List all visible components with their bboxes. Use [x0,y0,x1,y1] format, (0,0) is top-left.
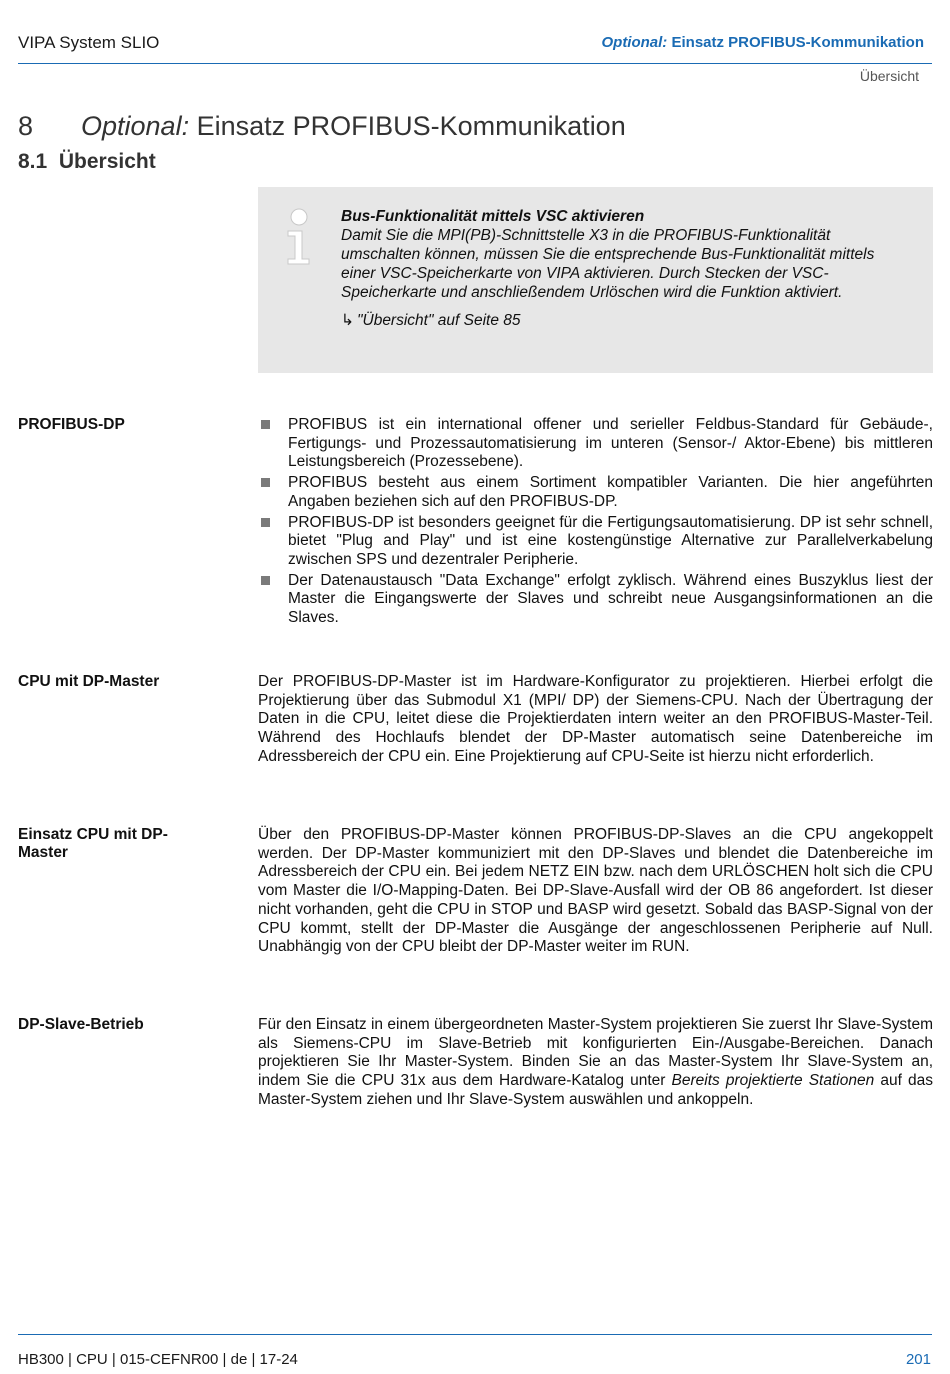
dp-slave-text [258,1016,933,1110]
label-dp-slave: DP-Slave-Betrieb [18,1016,144,1033]
info-icon [284,207,314,267]
footer-doc-info: HB300 | CPU | 015-CEFNR00 | de | 17-24 [18,1351,298,1368]
list-item-text: PROFIBUS-DP ist besonders geeignet für die Fertigungsautomatisierung. DP ist sehr schnell, bietet "Plug and Play" und ist eine kostengünstige Alternative zur Parallelverkabelung zwischen SPS und dezentraler Peripherie. [288,513,933,568]
header-section-rest: Einsatz PROFIBUS-Kommunikation [667,34,924,51]
chapter-title-rest: Einsatz PROFIBUS-Kommunikation [189,111,626,141]
list-item-text: PROFIBUS besteht aus einem Sortiment kompatibler Varianten. Die hier angeführten Angaben beziehen sich auf den PROFIBUS-DP. [288,474,933,510]
section-title: 8.1 Übersicht [18,150,156,173]
list-item [258,474,933,511]
list-item-text: PROFIBUS ist ein international offener und serieller Feldbus-Standard für Gebäude-, Fertigungs- und Prozessautomatisierung im unteren (Sensor-/ Aktor-Ebene) bis mittleren Leistungsbereich (Prozessebene). [288,416,933,471]
dp-slave-text-italic: Bereits projektierte Stationen [671,1072,875,1090]
header-product: VIPA System SLIO [18,33,160,52]
bullet-square-icon [261,518,270,527]
info-note-link-text[interactable]: "Übersicht" auf Seite 85 [357,312,521,329]
list-item-text: Der Datenaustausch "Data Exchange" erfolgt zyklisch. Während eines Buszyklus liest der Master die Eingangswerte der Slaves und schreibt neue Ausgangsinformationen an die Slaves. [288,571,933,627]
header-subsection: Übersicht [859,68,919,84]
list-item [258,514,933,570]
profibus-dp-list-container [258,416,933,630]
info-note-title: Bus-Funktionalität mittels VSC aktivieren [341,208,645,225]
header-section-italic: Optional: [601,34,668,51]
bullet-square-icon [261,478,270,487]
link-arrow-icon: ↳ [341,312,354,329]
bullet-square-icon [261,576,270,585]
list-item [258,572,933,628]
label-einsatz-cpu: Einsatz CPU mit DP-Master [18,826,168,861]
bullet-square-icon [261,420,270,429]
header-section [601,34,924,51]
dp-slave-text-before: Für den Einsatz in einem übergeordneten Master-System projektieren Sie zuerst Ihr Slave-System als Siemens-CPU im Slave-Betrieb mit konfigurierten Ein-/Ausgabe-Bereichen. Danach projektieren Sie Ihr Master-System. Binden Sie an das Master-System Ihr Slave-System an, indem Sie die CPU 31x aus dem Hardware-Katalog unter [258,1016,933,1090]
info-note-link[interactable] [341,311,911,330]
chapter-number: 8 [18,111,34,141]
info-note-text: Damit Sie die MPI(PB)-Schnittstelle X3 in die PROFIBUS-Funktionalität umschalten können, müssen Sie die entsprechende Bus-Funktionalität mittels einer VSC-Speicherkarte von VIPA aktivieren. Durch Stecken der VSC-Speicherkarte und anschließendem Urlöschen wird die Funktion aktiviert. [341,227,875,301]
label-profibus-dp: PROFIBUS-DP [18,416,125,433]
einsatz-cpu-text: Über den PROFIBUS-DP-Master können PROFIBUS-DP-Slaves an die CPU angekoppelt werden. Der DP-Master kommuniziert mit den DP-Slaves und blendet die Datenbereiche im Adressbereich der CPU ein. Bei jedem NETZ EIN bzw. nach dem URLÖSCHEN holt sich die CPU vom Master die I/O-Mapping-Daten. Bei DP-Slave-Ausfall wird der OB 86 angefordert. Ist dieser nicht vorhanden, geht die CPU in STOP und BASP wird gesetzt. Sobald das BASP-Signal von der CPU kommt, stellt der DP-Master die Ausgänge der angeschlossenen Peripherie auf Null. Unabhängig von der CPU bleibt der DP-Master weiter im RUN. [258,826,933,956]
chapter-title [81,111,626,142]
dp-slave-text-after: auf das Master-System ziehen und Ihr Slave-System auswählen und ankoppeln. [258,1072,933,1108]
page-number: 201 [905,1351,931,1368]
info-note-content [341,207,911,330]
header-divider [18,63,932,64]
profibus-dp-list [258,416,933,628]
list-item [258,416,933,472]
cpu-dp-master-text: Der PROFIBUS-DP-Master ist im Hardware-Konfigurator zu projektieren. Hierbei erfolgt die Projektierung über das Submodul X1 (MPI/ DP) der Siemens-CPU. Nach der Übertragung der Daten in die CPU, leitet diese die Projektierdaten intern weiter an den PROFIBUS-Master-Teil. Während des Hochlaufs blendet der DP-Master automatisch seine Datenbereiche im Adressbereich der CPU ein. Eine Projektierung auf CPU-Seite ist hierzu nicht erforderlich. [258,673,933,765]
label-cpu-dp-master: CPU mit DP-Master [18,673,160,690]
info-note-box [258,187,933,373]
footer-divider [18,1334,932,1335]
chapter-title-italic: Optional: [81,111,190,141]
